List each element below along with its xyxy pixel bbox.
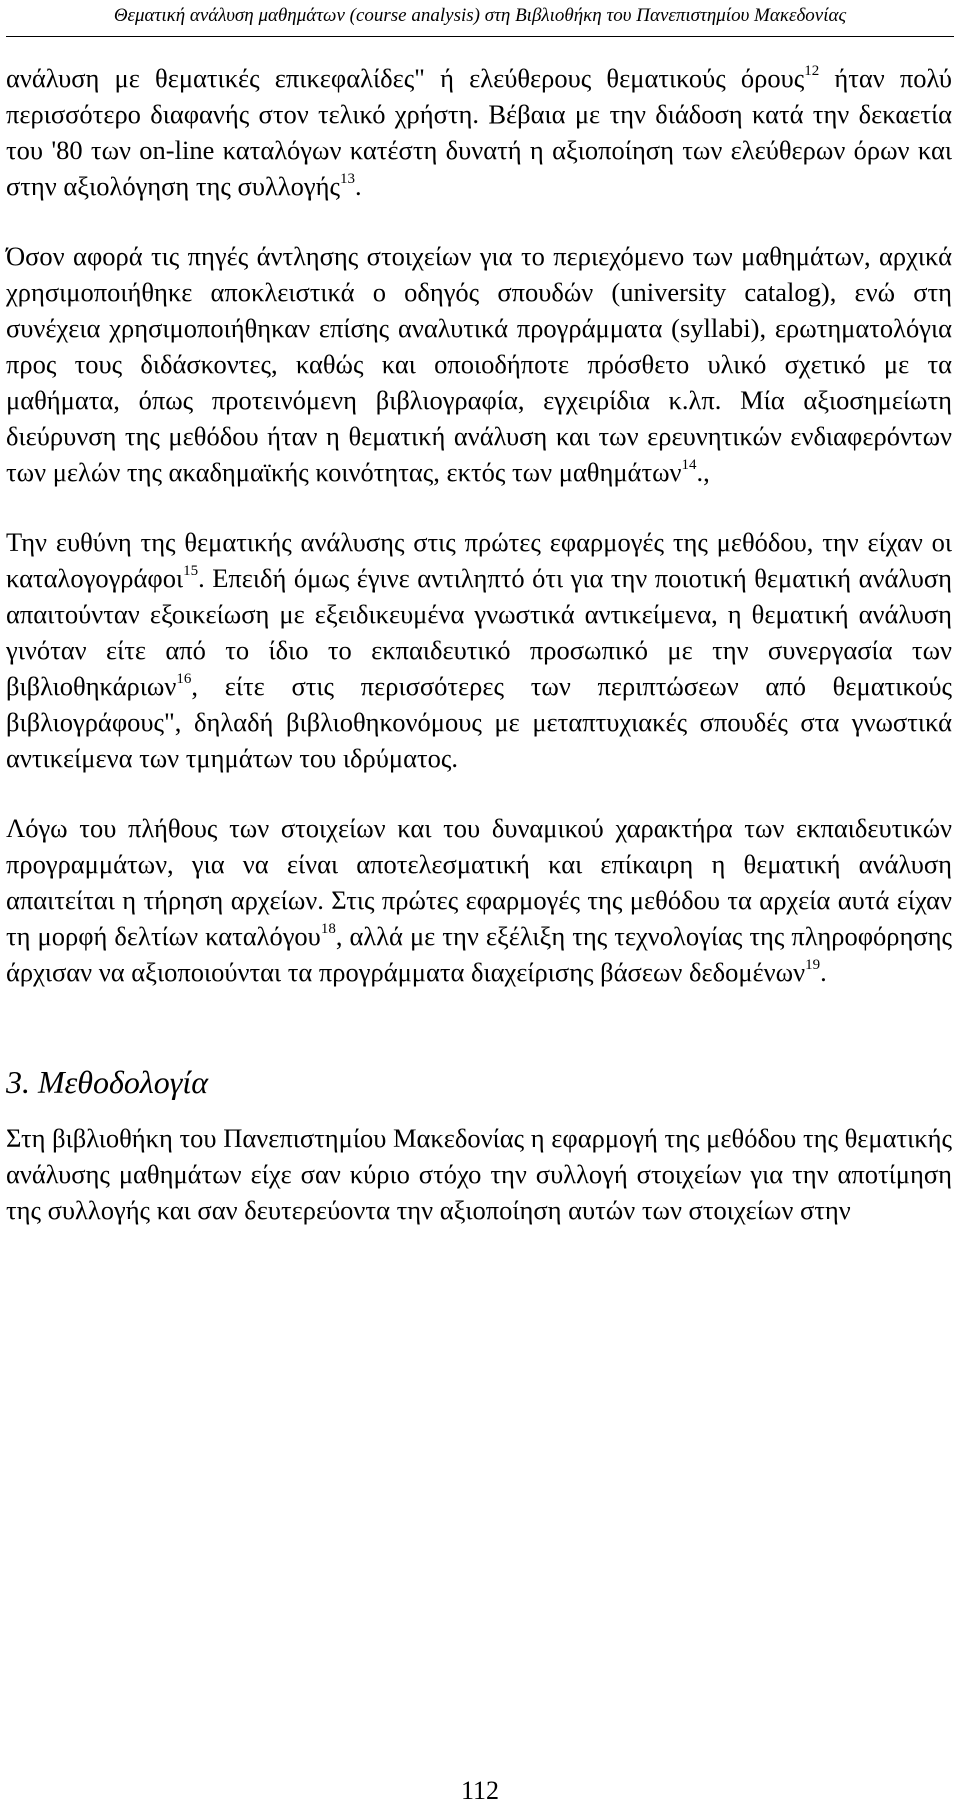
footnote-ref: 12 <box>804 63 820 79</box>
paragraph-text: , αλλά με την εξέλιξη της τεχνολογίας της πληροφόρησης άρχισαν να αξιοποιούνται τα προγράμματα διαχείρισης βάσεων δεδομένων <box>6 921 952 987</box>
paragraph-text: , είτε στις περισσότερες των περιπτώσεων από θεματικούς βιβλιογράφους", δηλαδή βιβλιοθηκονόμους με μεταπτυχιακές σπουδές στα γνωστικά αντικείμενα των τμημάτων του ιδρύματος. <box>6 671 952 773</box>
paragraph-text: ., <box>696 457 710 487</box>
body-text <box>6 60 952 1228</box>
paragraph-text: ήταν πολύ περισσότερο διαφανής στον τελικό χρήστη. Βέβαια με την διάδοση κατά την δεκαετία του '80 των on-line καταλόγων κατέστη δυνατή η αξιοποίηση των ελεύθερων όρων και στην αξιολόγηση της συλλογής <box>6 63 953 201</box>
footnote-ref: 13 <box>339 171 355 187</box>
paragraph-text: . <box>354 171 362 201</box>
paragraph-text: Λόγω του πλήθους των στοιχείων και του δυναμικού χαρακτήρα των εκπαιδευτικών προγραμμάτων, για να είναι αποτελεσματική και επίκαιρη η θεματική ανάλυση απαιτείται η τήρηση αρχείων. Στις πρώτες εφαρμογές της μεθόδου τα αρχεία αυτά είχαν τη μορφή δελτίων καταλόγου <box>6 813 952 951</box>
header-divider <box>6 36 954 37</box>
section-paragraph: Στη βιβλιοθήκη του Πανεπιστημίου Μακεδονίας η εφαρμογή της μεθόδου της θεματικής ανάλυσης μαθημάτων είχε σαν κύριο στόχο την συλλογή στοιχείων για την αποτίμηση της συλλογής και σαν δευτερεύοντα την αξιοποίηση αυτών των στοιχείων στην <box>6 1123 952 1225</box>
footnote-ref: 18 <box>320 921 336 937</box>
footnote-ref: 19 <box>805 957 821 973</box>
footnote-ref: 15 <box>183 563 199 579</box>
running-header: Θεματική ανάλυση μαθημάτων (course analysis) στη Βιβλιοθήκη του Πανεπιστημίου Μακεδονίας <box>113 5 847 26</box>
paragraph-1 <box>6 60 952 204</box>
paragraph-text: Την ευθύνη της θεματικής ανάλυσης στις πρώτες εφαρμογές της μεθόδου, την είχαν οι καταλογογράφοι <box>6 527 952 593</box>
section-heading: 3. Μεθοδολογία <box>6 1064 209 1100</box>
paragraph-text: . Επειδή όμως έγινε αντιληπτό ότι για την ποιοτική θεματική ανάλυση απαιτούνταν εξοικείωση με εξειδικευμένα γνωστικά αντικείμενα, η θεματική ανάλυση γινόταν είτε από το ίδιο το εκπαιδευτικό προσωπικό με την συνεργασία των βιβλιοθηκάριων <box>6 563 952 701</box>
paragraph-4 <box>6 810 952 990</box>
paragraph-3 <box>6 524 952 776</box>
footnote-ref: 16 <box>176 671 192 687</box>
page-number: 112 <box>460 1776 500 1805</box>
paragraph-text: . <box>820 957 827 987</box>
paragraph-2 <box>6 238 952 490</box>
paragraph-text: ανάλυση με θεματικές επικεφαλίδες" ή ελεύθερους θεματικούς όρους <box>6 63 805 93</box>
paragraph-text: Όσον αφορά τις πηγές άντλησης στοιχείων για το περιεχόμενο των μαθημάτων, αρχικά χρησιμοποιήθηκε αποκλειστικά ο οδηγός σπουδών (university catalog), ενώ στη συνέχεια χρησιμοποιήθηκαν επίσης αναλυτικά προγράμματα (syllabi), ερωτηματολόγια προς τους διδάσκοντες, καθώς και οποιοδήποτε πρόσθετο υλικό σχετικό με τα μαθήματα, όπως προτεινόμενη βιβλιογραφία, εγχειρίδια κ.λπ. Μία αξιοσημείωτη διεύρυνση της μεθόδου ήταν η θεματική ανάλυση και των ερευνητικών ενδιαφερόντων των μελών της ακαδημαϊκής κοινότητας, εκτός των μαθημάτων <box>6 241 952 487</box>
footnote-ref: 14 <box>681 457 697 473</box>
